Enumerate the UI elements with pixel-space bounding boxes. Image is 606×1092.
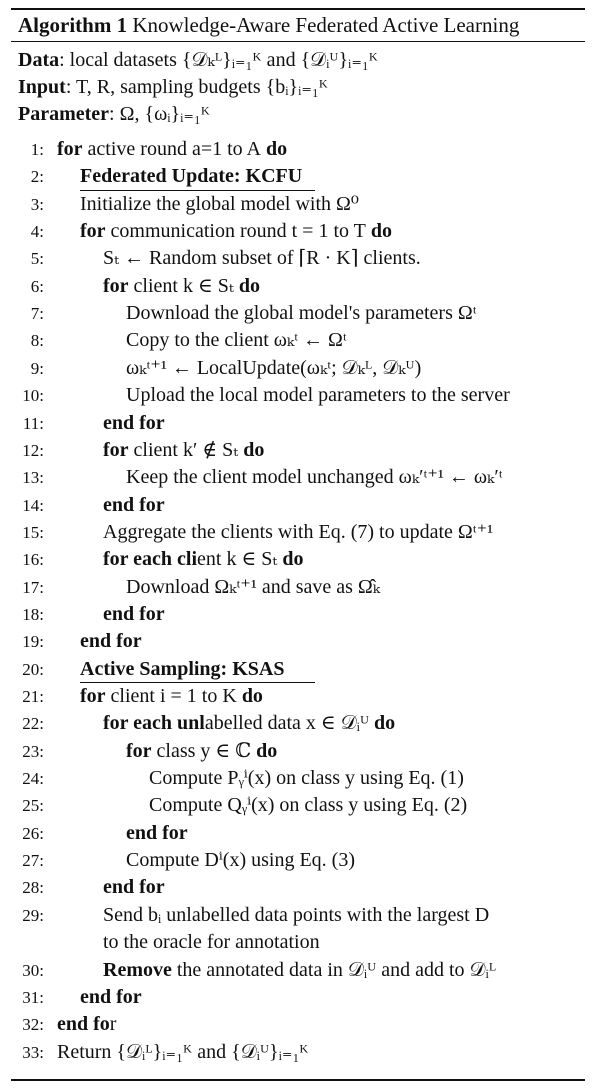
line-number: 17: — [22, 577, 44, 597]
algorithm-step: Compute Dⁱ(x) using Eq. (3) — [126, 849, 355, 872]
algorithm-title — [18, 12, 519, 39]
algorithm-step: Aggregate the clients with Eq. (7) to update Ωᵗ⁺¹ — [103, 520, 494, 543]
line-number: 11: — [22, 413, 44, 433]
line-number: 13: — [22, 468, 44, 488]
algorithm-step: Keep the client model unchanged ωₖ′ᵗ⁺¹ ← ωₖ′ᵗ — [126, 466, 503, 489]
algorithm-step: for class y ∈ ℂ do — [126, 739, 278, 762]
top-rule — [11, 8, 585, 10]
line-number: 33: — [22, 1042, 44, 1062]
algorithm-step: Send bᵢ unlabelled data points with the largest D — [103, 903, 490, 926]
line-number: 8: — [30, 331, 44, 351]
algorithm-step: ωₖᵗ⁺¹ ← LocalUpdate(ωₖᵗ; 𝒟ₖᴸ, 𝒟ₖᵁ) — [126, 356, 422, 379]
algorithm-step: Copy to the client ωₖᵗ ← Ωᵗ — [126, 329, 347, 352]
line-number: 25: — [22, 796, 44, 816]
line-number: 19: — [22, 632, 44, 652]
algorithm-step: end for — [126, 821, 188, 844]
line-number: 23: — [22, 741, 44, 761]
algorithm-step: for client k′ ∉ Sₜ do — [103, 438, 265, 461]
line-number: 7: — [30, 304, 44, 324]
line-number: 5: — [30, 249, 44, 269]
algorithm-step: for each client k ∈ Sₜ do — [103, 548, 304, 571]
algorithm-step: for communication round t = 1 to T do — [80, 220, 392, 243]
line-number: 20: — [22, 659, 44, 679]
algorithm-step: Sₜ ← Random subset of ⌈R · K⌉ clients. — [103, 247, 421, 270]
input-line: Input: T, R, sampling budgets {bᵢ}ᵢ₌₁ᴷ — [18, 76, 329, 98]
algorithm-step: for each unlabelled data x ∈ 𝒟ᵢᵁ do — [103, 712, 396, 735]
line-number: 30: — [22, 960, 44, 980]
line-number: 18: — [22, 604, 44, 624]
line-number: 31: — [22, 987, 44, 1007]
line-number: 32: — [22, 1015, 44, 1035]
title-rule — [11, 41, 585, 42]
algorithm-name: Knowledge-Aware Federated Active Learning — [132, 13, 520, 37]
algorithm-step: end for — [57, 1013, 117, 1036]
algorithm-step: end for — [103, 876, 165, 899]
algorithm-step: Compute Qᵧⁱ(x) on class y using Eq. (2) — [149, 794, 468, 817]
algorithm-step: Remove the annotated data in 𝒟ᵢᵁ and add to 𝒟ᵢᴸ — [103, 958, 497, 981]
algorithm-step: end for — [103, 602, 165, 625]
algorithm-step: Download Ωₖᵗ⁺¹ and save as Ω̂ₖ — [126, 575, 381, 598]
algorithm-step: for client k ∈ Sₜ do — [103, 274, 260, 297]
algorithm-step: Federated Update: KCFU — [80, 165, 303, 188]
input-text: T, R, sampling budgets {bᵢ}ᵢ₌₁ᴷ — [76, 76, 329, 98]
data-label: Data — [18, 49, 60, 71]
line-number: 16: — [22, 550, 44, 570]
line-number: 1: — [30, 140, 44, 159]
algorithm-step: for active round a=1 to A do — [57, 138, 288, 160]
algorithm-step: Initialize the global model with Ω⁰ — [80, 192, 359, 215]
line-number: 26: — [22, 823, 44, 843]
parameter-label: Parameter — [18, 103, 110, 125]
line-number: 12: — [22, 440, 44, 460]
line-number: 6: — [30, 276, 44, 296]
line-number: 9: — [30, 358, 44, 378]
algorithm-step: end for — [103, 493, 165, 516]
algorithm-step: Compute Pᵧⁱ(x) on class y using Eq. (1) — [149, 767, 464, 790]
parameter-line: Parameter: Ω, {ωᵢ}ᵢ₌₁ᴷ — [18, 103, 211, 125]
line-number: 29: — [22, 905, 44, 925]
algorithm-step: Return {𝒟ᵢᴸ}ᵢ₌₁ᴷ and {𝒟ᵢᵁ}ᵢ₌₁ᴷ — [57, 1040, 309, 1063]
algorithm-label: Algorithm 1 — [18, 13, 128, 37]
algorithm-step: end for — [80, 985, 142, 1008]
line-number: 21: — [22, 687, 44, 706]
data-text: local datasets {𝒟ₖᴸ}ᵢ₌₁ᴷ and {𝒟ᵢᵁ}ᵢ₌₁ᴷ — [69, 49, 379, 71]
algorithm-step: Download the global model's parameters Ωᵗ — [126, 302, 477, 325]
line-number: 2: — [30, 167, 44, 187]
algorithm-step: to the oracle for annotation — [103, 931, 320, 954]
algorithm-step: Upload the local model parameters to the server — [126, 384, 510, 407]
line-number: 14: — [22, 495, 44, 515]
bottom-rule — [11, 1079, 585, 1081]
data-line: Data: local datasets {𝒟ₖᴸ}ᵢ₌₁ᴷ and {𝒟ᵢᵁ}ᵢ₌₁ᴷ — [18, 49, 379, 71]
line-number: 4: — [30, 222, 44, 242]
line-number: 10: — [22, 386, 44, 406]
input-label: Input — [18, 76, 66, 98]
line-number: 24: — [22, 769, 44, 789]
algorithm-step: Active Sampling: KSAS — [80, 657, 285, 680]
line-number: 3: — [30, 194, 44, 214]
line-number: 27: — [22, 851, 44, 871]
line-number: 15: — [22, 522, 44, 542]
line-number: 28: — [22, 878, 44, 898]
algorithm-step: end for — [103, 411, 165, 434]
algorithm-step: for client i = 1 to K do — [80, 685, 263, 707]
algorithm-step: end for — [80, 630, 142, 653]
parameter-text: Ω, {ωᵢ}ᵢ₌₁ᴷ — [119, 103, 211, 125]
line-number: 22: — [22, 714, 44, 734]
